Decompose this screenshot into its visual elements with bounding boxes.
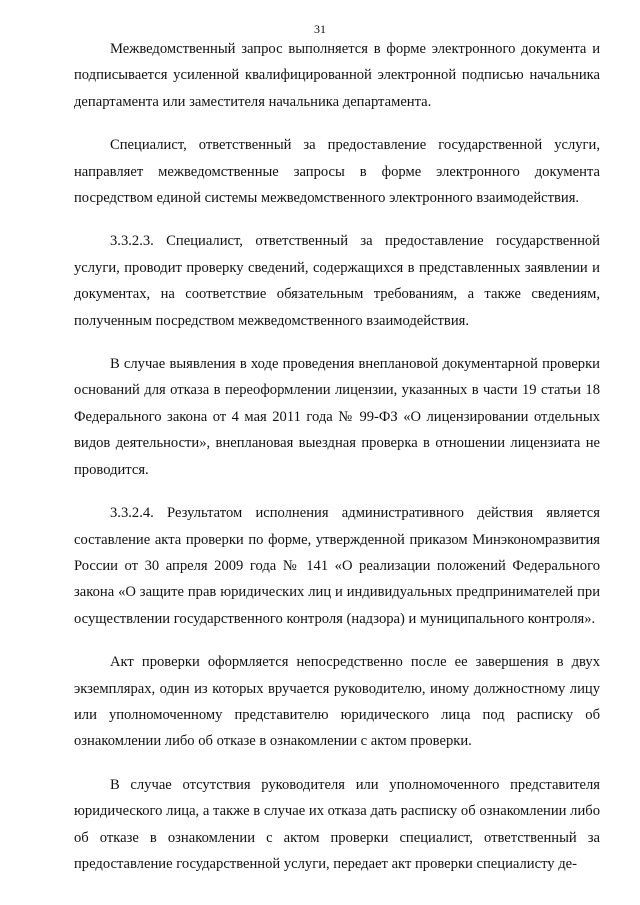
paragraph-specialist-sends-requests: Специалист, ответственный за предоставление государственной услуги, направляет межведомственные запросы в форме электронного документа посредством единой системы межведомственного электронного взаимодействия. xyxy=(74,137,600,207)
paragraph-interagency-request-form: Межведомственный запрос выполняется в форме электронного документа и подписывается усиленной квалифицированной электронной подписью начальника департамента или заместителя начальника департамента. xyxy=(74,41,600,110)
paragraph-3-3-2-3: 3.3.2.3. Специалист, ответственный за предоставление государственной услуги, проводит проверку сведений, содержащихся в представленных заявлении и документах, на соответствие обязательным требованиям, а также сведениям, полученным посредством межведомственного взаимодействия. xyxy=(74,233,600,329)
document-body xyxy=(74,36,600,894)
paragraph-inspection-act: Акт проверки оформляется непосредственно после ее завершения в двух экземплярах, один из которых вручается руководителю, иному должностному лицу или уполномоченному представителю юридического лица под расписку об ознакомлении либо об отказе в ознакомлении с актом проверки. xyxy=(74,654,600,750)
paragraph-unscheduled-inspection: В случае выявления в ходе проведения внеплановой документарной проверки оснований для отказа в переоформлении лицензии, указанных в части 19 статьи 18 Федерального закона от 4 мая 2011 года № 99-ФЗ «О лицензировании отдельных видов деятельности», внеплановая выездная проверка в отношении лицензиата не проводится. xyxy=(74,356,600,478)
page-number: 31 xyxy=(314,22,326,36)
paragraph-3-3-2-4: 3.3.2.4. Результатом исполнения административного действия является составление акта проверки по форме, утвержденной приказом Минэкономразвития России от 30 апреля 2009 года № 141 «О реализации положений Федерального закона «О защите прав юридических лиц и индивидуальных предпринимателей при осуществлении государственного контроля (надзора) и муниципального контроля». xyxy=(74,505,600,627)
paragraph-absence-of-head: В случае отсутствия руководителя или уполномоченного представителя юридического лица, а также в случае их отказа дать расписку об ознакомлении либо об отказе в ознакомлении с актом проверки специалист, ответственный за предоставление государственной услуги, передает акт проверки специалисту де- xyxy=(74,776,600,872)
